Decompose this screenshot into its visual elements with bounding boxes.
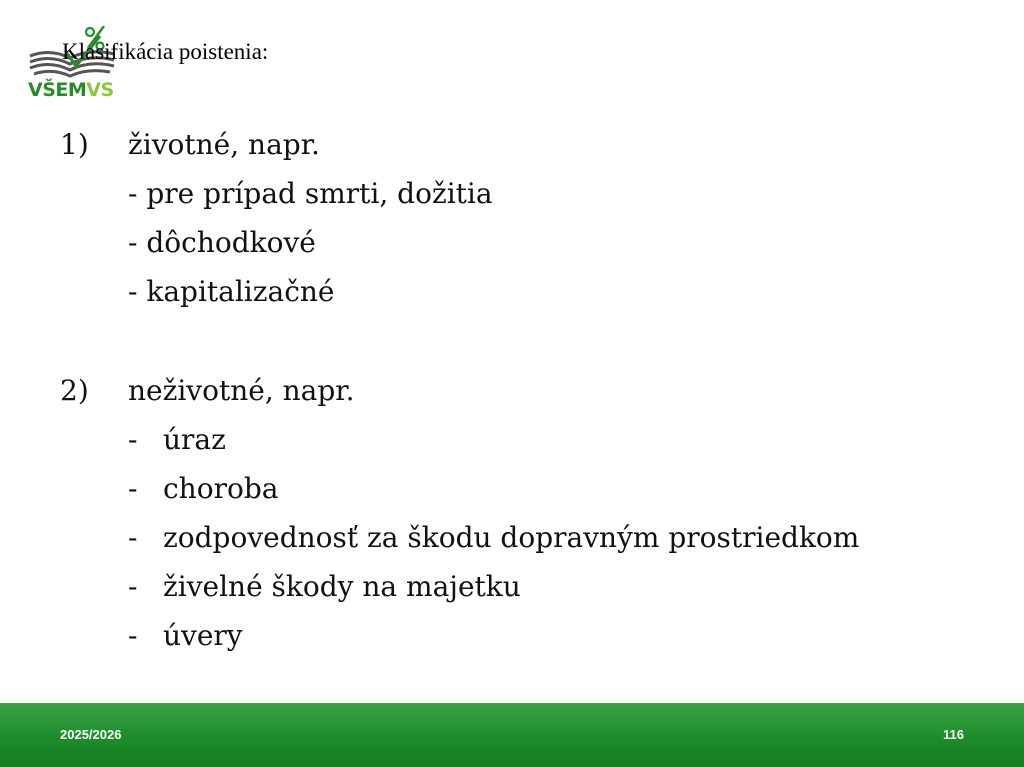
bullet-dash: - — [128, 423, 138, 456]
list-item-text: úraz — [163, 423, 226, 456]
slide-title: Klasifikácia poistenia: — [62, 39, 269, 64]
section-number: 2) — [60, 374, 89, 407]
footer-year: 2025/2026 — [60, 727, 122, 742]
section-number: 1) — [60, 128, 89, 161]
list-item-text: úvery — [163, 619, 243, 652]
list-item-text: živelné škody na majetku — [163, 570, 521, 603]
list-item-text: zodpovednosť za škodu dopravným prostriedkom — [163, 521, 860, 554]
page-number: 116 — [943, 727, 964, 742]
logo-text-strong: VŠEM — [28, 79, 87, 101]
list-item-text: - kapitalizačné — [128, 275, 335, 308]
bullet-dash: - — [128, 521, 138, 554]
list-item-text: - pre prípad smrti, dožitia — [128, 177, 493, 210]
logo-text-light: VS — [86, 79, 114, 101]
section-title: neživotné, napr. — [128, 374, 355, 407]
footer-bar — [0, 703, 1024, 767]
bullet-dash: - — [128, 619, 138, 652]
bullet-dash: - — [128, 472, 138, 505]
list-item-text: choroba — [163, 472, 279, 505]
bullet-dash: - — [128, 570, 138, 603]
list-item-text: - dôchodkové — [128, 226, 316, 259]
section-title: životné, napr. — [128, 128, 320, 161]
logo-wordmark — [28, 81, 114, 100]
